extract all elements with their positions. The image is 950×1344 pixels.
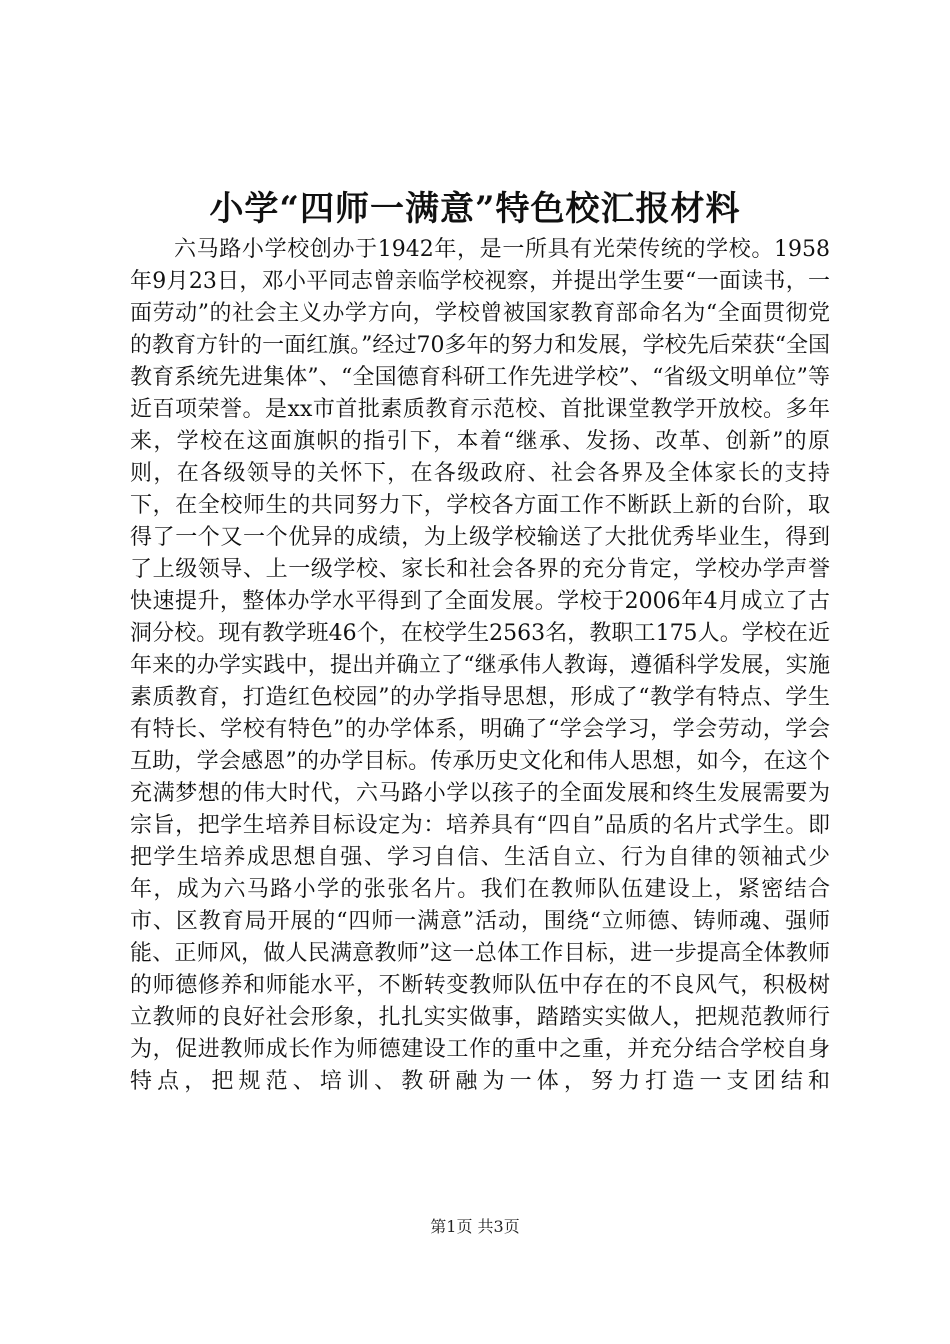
- page-number-footer: 第1页 共3页: [430, 1217, 520, 1236]
- document-title: 小学“四师一满意”特色校汇报材料: [209, 189, 741, 229]
- document-body-paragraph: 六马路小学校创办于1942年，是一所具有光荣传统的学校。1958年9月23日，邓小平同志曾亲临学校视察，并提出学生要“一面读书，一面劳动”的社会主义办学方向，学校曾被国家教育部命名为“全面贯彻党的教育方针的一面红旗。”经过70多年的努力和发展，学校先后荣获“全国教育系统先进集体”、“全国德育科研工作先进学校”、“省级文明单位”等近百项荣誉。是xx市首批素质教育示范校、首批课堂教学开放校。多年来，学校在这面旗帜的指引下，本着“继承、发扬、改革、创新”的原则，在各级领导的关怀下，在各级政府、社会各界及全体家长的支持下，在全校师生的共同努力下，学校各方面工作不断跃上新的台阶，取得了一个又一个优异的成绩，为上级学校输送了大批优秀毕业生，得到了上级领导、上一级学校、家长和社会各界的充分肯定，学校办学声誉快速提升，整体办学水平得到了全面发展。学校于2006年4月成立了古洞分校。现有教学班46个，在校学生2563名，教职工175人。学校在近年来的办学实践中，提出并确立了“继承伟人教诲，遵循科学发展，实施素质教育，打造红色校园”的办学指导思想，形成了“教学有特点、学生有特长、学校有特色”的办学体系，明确了“学会学习，学会劳动，学会互助，学会感恩”的办学目标。传承历史文化和伟人思想，如今，在这个充满梦想的伟大时代，六马路小学以孩子的全面发展和终生发展需要为宗旨，把学生培养目标设定为：培养具有“四自”品质的名片式学生。即把学生培养成思想自强、学习自信、生活自立、行为自律的领袖式少年，成为六马路小学的张张名片。我们在教师队伍建设上，紧密结合市、区教育局开展的“四师一满意”活动，围绕“立师德、铸师魂、强师能、正师风，做人民满意教师”这一总体工作目标，进一步提高全体教师的师德修养和师能水平，不断转变教师队伍中存在的不良风气，积极树立教师的良好社会形象，扎扎实实做事，踏踏实实做人，把规范教师行为，促进教师成长作为师德建设工作的重中之重，并充分结合学校自身特点，把规范、培训、教研融为一体，努力打造一支团结和: [130, 237, 830, 1094]
